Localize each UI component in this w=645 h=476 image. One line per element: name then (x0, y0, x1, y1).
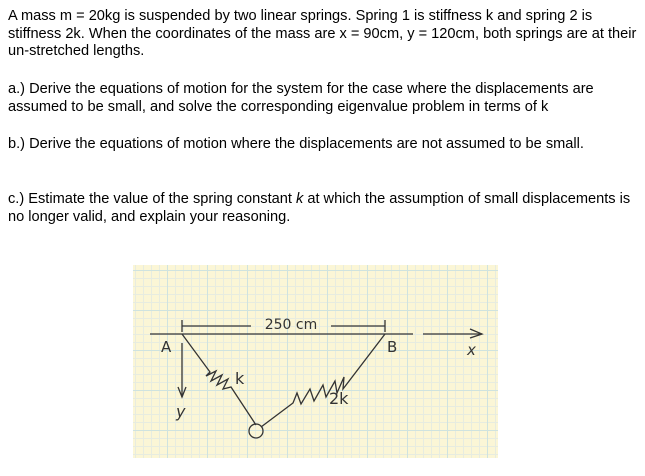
part-c (8, 191, 640, 226)
label-k: k (235, 369, 245, 388)
part-c-text: c.) Estimate the value of the spring constant (8, 191, 296, 207)
label-x: x (467, 341, 476, 359)
mass (249, 424, 263, 438)
part-b: b.) Derive the equations of motion where the displacements are not assumed to be small. (8, 136, 584, 152)
label-b: B (387, 338, 398, 356)
label-a: A (161, 338, 172, 356)
spring-mass-diagram (133, 265, 498, 458)
x-axis-arrow (423, 329, 482, 338)
label-y: y (176, 402, 186, 421)
spring-2 (261, 334, 385, 427)
part-c-k: k (295, 191, 304, 207)
part-a: a.) Derive the equations of motion for the system for the case where the displacements are assumed to be small, and solve the corresponding eigenvalue problem in terms of k (8, 81, 594, 115)
dimension-label: 250 cm (264, 317, 318, 333)
problem-intro: A mass m = 20kg is suspended by two linear springs. Spring 1 is stiffness k and spring 2 is stiffness 2k. When the coordinates of the mass are x = 90cm, y = 120cm, both springs are at their un-stretched lengths. (8, 8, 637, 59)
y-axis-arrow (178, 343, 186, 397)
part-c-text-end: at which the assumption of small displacements is no longer valid, and explain your reasoning. (8, 191, 631, 225)
spring-1 (182, 334, 256, 425)
label-2k: 2k (329, 389, 349, 408)
